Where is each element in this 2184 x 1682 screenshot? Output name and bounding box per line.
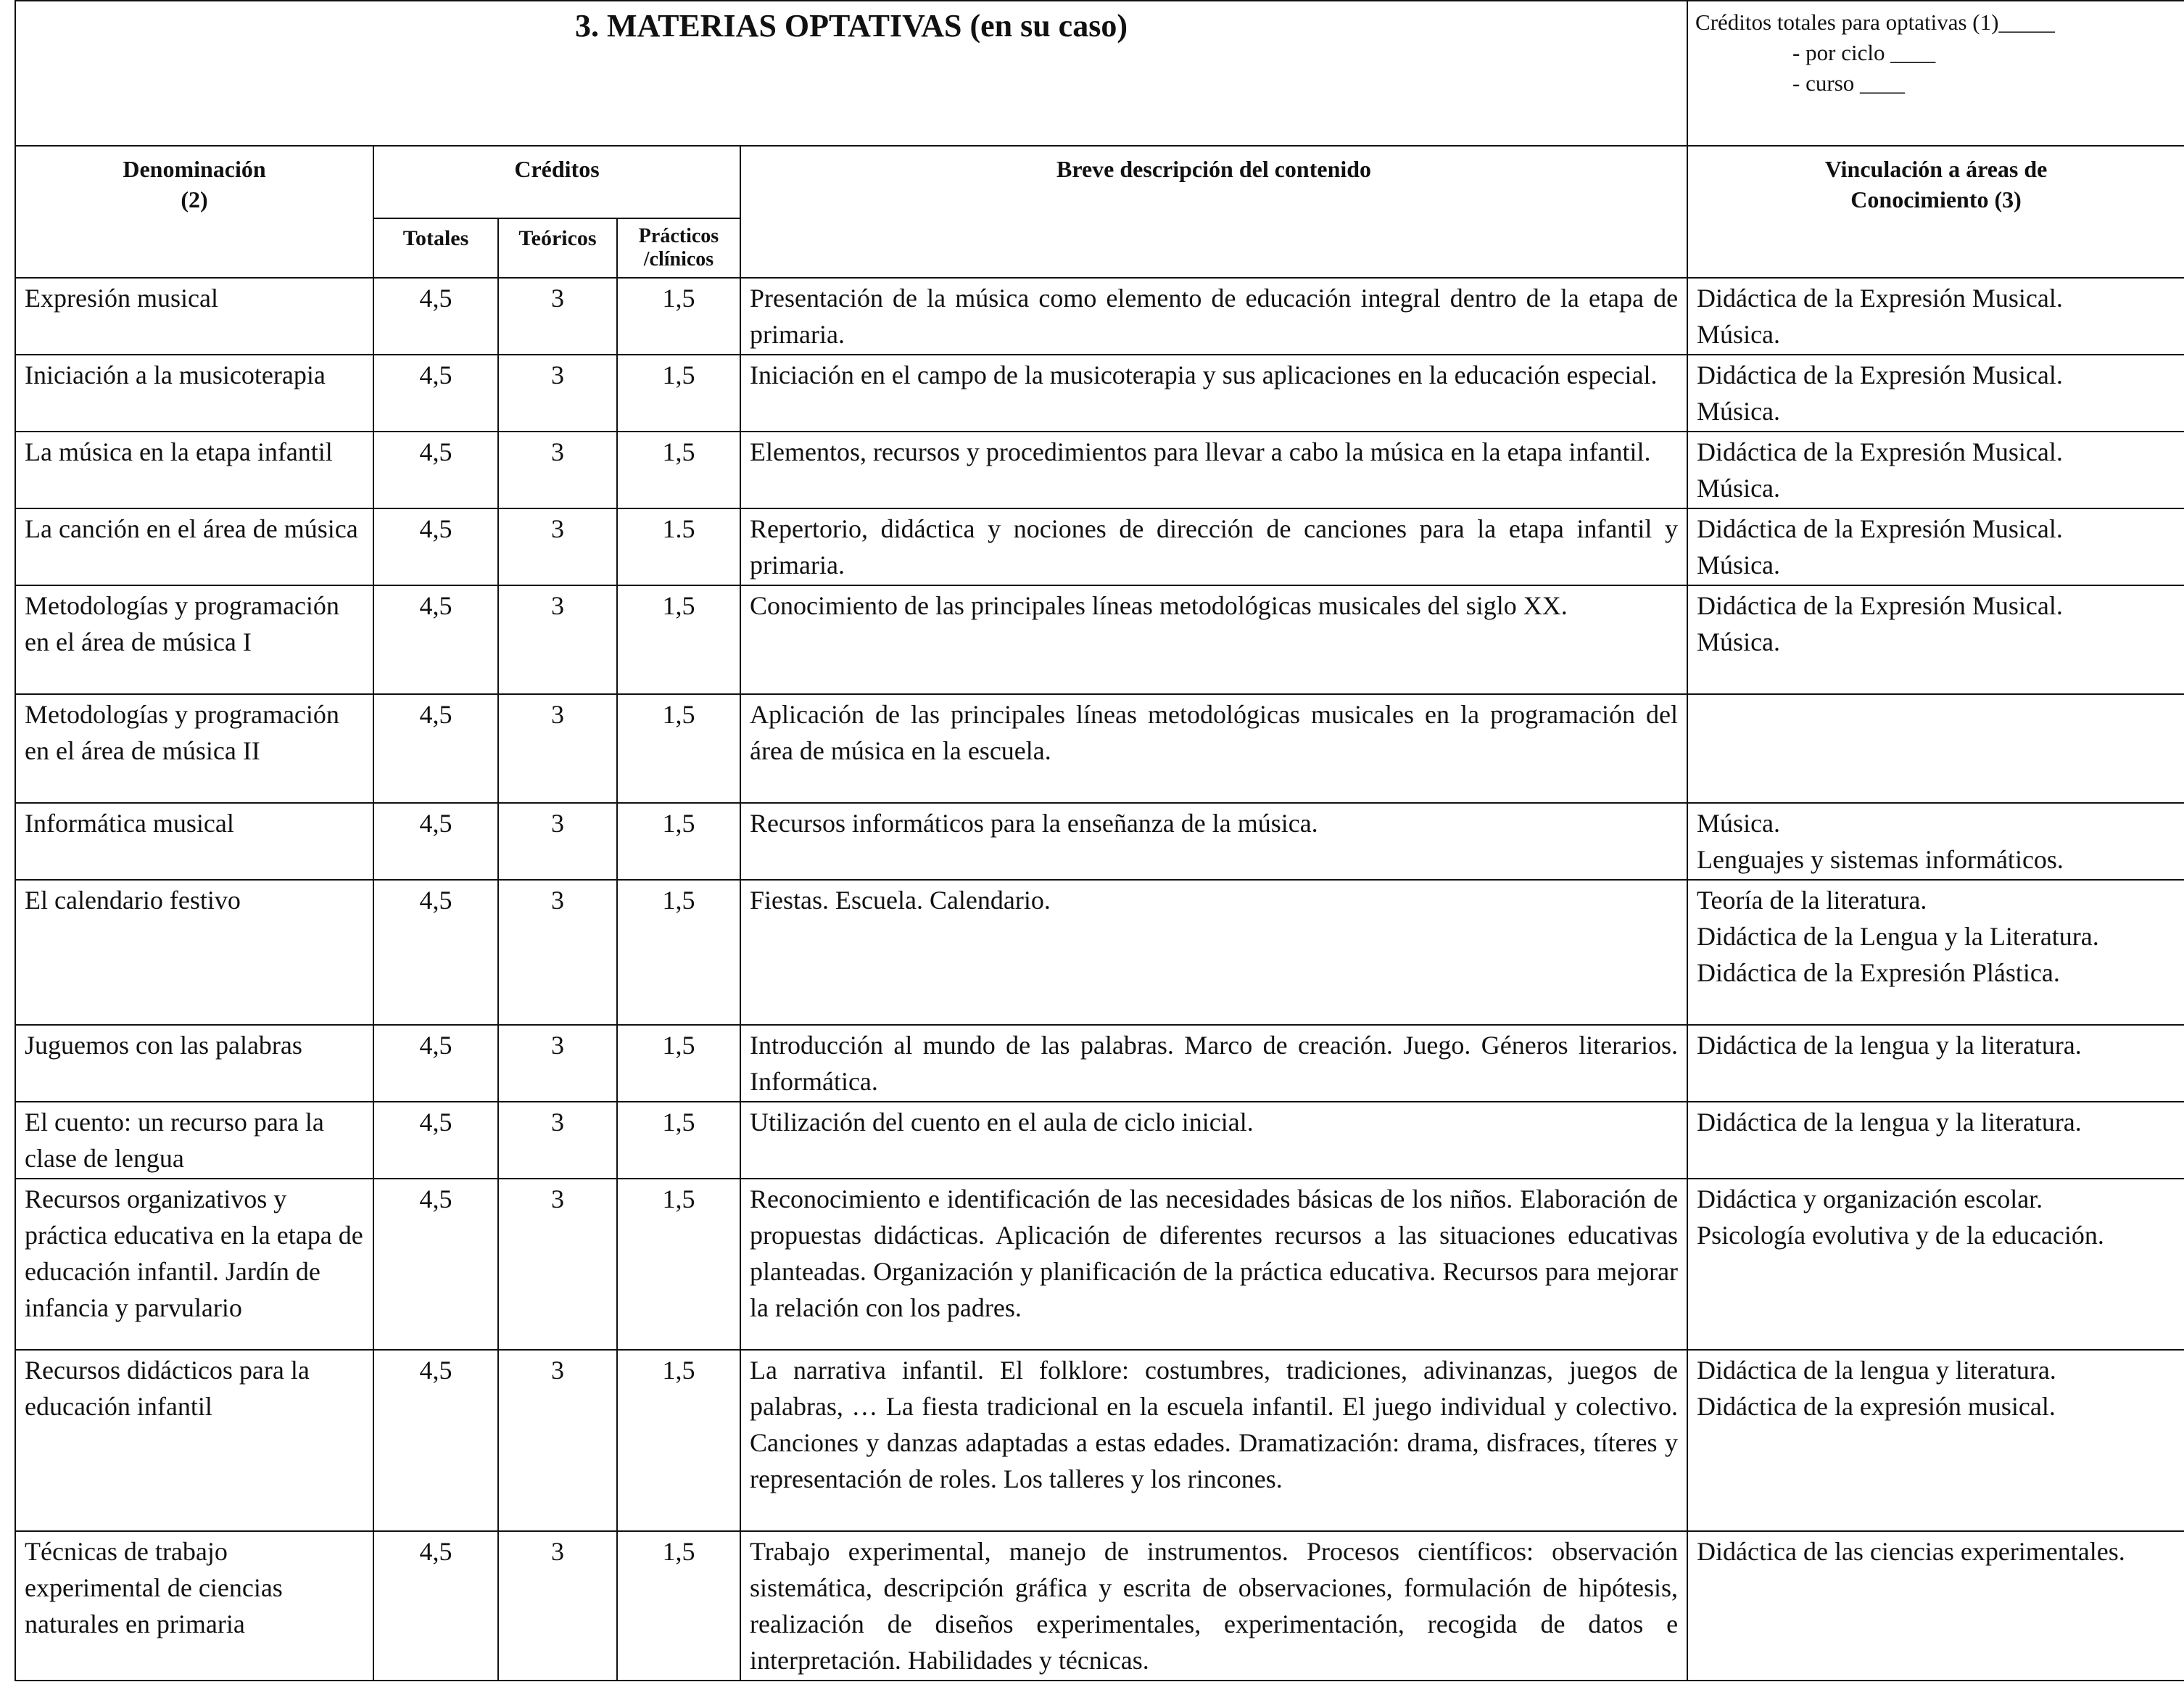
credits-practicos: 1,5	[617, 1179, 740, 1350]
table-row	[15, 585, 2184, 694]
subject-description: Conocimiento de las principales líneas metodológicas musicales del siglo XX.	[740, 585, 1687, 694]
credits-totales: 4,5	[373, 1179, 498, 1350]
knowledge-area: Didáctica de la Expresión Musical.	[1697, 591, 2063, 620]
subject-description: Presentación de la música como elemento de educación integral dentro de la etapa de primaria.	[740, 278, 1687, 355]
credits-practicos: 1,5	[617, 585, 740, 694]
credits-teoricos: 3	[498, 1350, 617, 1531]
table-row	[15, 278, 2184, 355]
header-denominacion-label: Denominación	[123, 156, 266, 182]
subject-name: Técnicas de trabajo experimental de ciencias naturales en primaria	[15, 1531, 373, 1681]
credits-practicos: 1,5	[617, 1102, 740, 1179]
table-row	[15, 1179, 2184, 1350]
credits-teoricos: 3	[498, 355, 617, 432]
knowledge-areas	[1687, 1350, 2184, 1531]
table-row	[15, 355, 2184, 432]
subject-name: El calendario festivo	[15, 880, 373, 1025]
table-row	[15, 1102, 2184, 1179]
knowledge-area: Didáctica de la expresión musical.	[1697, 1392, 2056, 1421]
credits-practicos: 1,5	[617, 1025, 740, 1102]
subject-name: Informática musical	[15, 803, 373, 880]
credits-teoricos: 3	[498, 1025, 617, 1102]
credits-totales: 4,5	[373, 508, 498, 585]
knowledge-area: Música.	[1697, 320, 1781, 349]
title-row	[15, 1, 2184, 146]
header-creditos: Créditos	[373, 146, 740, 218]
credits-practicos: 1.5	[617, 508, 740, 585]
subject-description: Aplicación de las principales líneas metodológicas musicales en la programación del área de música en la escuela.	[740, 694, 1687, 803]
knowledge-area: Didáctica de la Expresión Plástica.	[1697, 958, 2060, 987]
header-practicos-line1: Prácticos	[638, 225, 719, 247]
table-row	[15, 432, 2184, 508]
header-denominacion	[15, 146, 373, 278]
subject-description: Introducción al mundo de las palabras. Marco de creación. Juego. Géneros literarios. Informática.	[740, 1025, 1687, 1102]
credits-practicos: 1,5	[617, 1531, 740, 1681]
knowledge-areas	[1687, 432, 2184, 508]
credits-teoricos: 3	[498, 803, 617, 880]
credits-totales: 4,5	[373, 585, 498, 694]
credits-teoricos: 3	[498, 278, 617, 355]
credits-totales: 4,5	[373, 803, 498, 880]
credits-teoricos: 3	[498, 1531, 617, 1681]
knowledge-area: Didáctica de las ciencias experimentales.	[1697, 1537, 2125, 1566]
knowledge-areas	[1687, 880, 2184, 1025]
knowledge-areas	[1687, 508, 2184, 585]
subject-description: Elementos, recursos y procedimientos para llevar a cabo la música en la etapa infantil.	[740, 432, 1687, 508]
credits-practicos: 1,5	[617, 694, 740, 803]
subject-name: La canción en el área de música	[15, 508, 373, 585]
knowledge-area: Didáctica de la Expresión Musical.	[1697, 284, 2063, 313]
knowledge-areas	[1687, 278, 2184, 355]
header-practicos	[617, 218, 740, 278]
credits-teoricos: 3	[498, 1179, 617, 1350]
header-vinculacion-line2: Conocimiento (3)	[1850, 186, 2022, 213]
subject-description: Repertorio, didáctica y nociones de dirección de canciones para la etapa infantil y primaria.	[740, 508, 1687, 585]
credits-teoricos: 3	[498, 432, 617, 508]
knowledge-areas	[1687, 1102, 2184, 1179]
knowledge-area: Música.	[1697, 397, 1781, 426]
table-row	[15, 803, 2184, 880]
subject-name: Juguemos con las palabras	[15, 1025, 373, 1102]
table-row	[15, 1350, 2184, 1531]
knowledge-area: Didáctica de la lengua y literatura.	[1697, 1356, 2056, 1385]
subject-name: Metodologías y programación en el área de música II	[15, 694, 373, 803]
credits-totales: 4,5	[373, 1102, 498, 1179]
knowledge-area: Psicología evolutiva y de la educación.	[1697, 1221, 2104, 1250]
knowledge-area: Didáctica de la lengua y la literatura.	[1697, 1108, 2082, 1137]
subject-description: Recursos informáticos para la enseñanza de la música.	[740, 803, 1687, 880]
credits-ciclo-line: - por ciclo ____	[1792, 40, 1936, 65]
credits-practicos: 1,5	[617, 355, 740, 432]
credits-practicos: 1,5	[617, 278, 740, 355]
credits-teoricos: 3	[498, 585, 617, 694]
header-vinculacion	[1687, 146, 2184, 278]
credits-totales: 4,5	[373, 432, 498, 508]
knowledge-areas	[1687, 1025, 2184, 1102]
header-denominacion-note: (2)	[181, 186, 208, 213]
credits-totales: 4,5	[373, 1025, 498, 1102]
subject-description: Iniciación en el campo de la musicoterapia y sus aplicaciones en la educación especial.	[740, 355, 1687, 432]
knowledge-area: Didáctica de la Lengua y la Literatura.	[1697, 922, 2099, 951]
knowledge-area: Didáctica y organización escolar.	[1697, 1184, 2043, 1213]
knowledge-area: Música.	[1697, 474, 1781, 503]
table-row	[15, 880, 2184, 1025]
credits-totales: 4,5	[373, 694, 498, 803]
subject-description: Reconocimiento e identificación de las necesidades básicas de los niños. Elaboración de propuestas didácticas. Aplicación de diferentes recursos a las situaciones educativas planteadas. Organización y planificación de la práctica educativa. Recursos para mejorar la relación con los padres.	[740, 1179, 1687, 1350]
header-vinculacion-line1: Vinculación a áreas de	[1824, 156, 2048, 182]
knowledge-area: Teoría de la literatura.	[1697, 886, 1927, 915]
credits-totales: 4,5	[373, 278, 498, 355]
credits-practicos: 1,5	[617, 432, 740, 508]
credits-box	[1687, 1, 2184, 146]
subject-name: La música en la etapa infantil	[15, 432, 373, 508]
credits-teoricos: 3	[498, 694, 617, 803]
section-title: 3. MATERIAS OPTATIVAS (en su caso)	[15, 1, 1687, 146]
credits-totales: 4,5	[373, 355, 498, 432]
credits-teoricos: 3	[498, 508, 617, 585]
table-row	[15, 508, 2184, 585]
table-row	[15, 1531, 2184, 1681]
subject-name: El cuento: un recurso para la clase de lengua	[15, 1102, 373, 1179]
subject-description: La narrativa infantil. El folklore: costumbres, tradiciones, adivinanzas, juegos de palabras, … La fiesta tradicional en la escuela infantil. El juego individual y colectivo. Canciones y danzas adaptadas a estas edades. Dramatización: drama, disfraces, títeres y representación de roles. Los talleres y los rincones.	[740, 1350, 1687, 1531]
header-teoricos: Teóricos	[498, 218, 617, 278]
subject-description: Utilización del cuento en el aula de ciclo inicial.	[740, 1102, 1687, 1179]
subject-name: Expresión musical	[15, 278, 373, 355]
knowledge-area: Música.	[1697, 627, 1781, 656]
knowledge-areas	[1687, 1531, 2184, 1681]
knowledge-areas	[1687, 585, 2184, 694]
document-page	[15, 0, 2184, 1682]
credits-practicos: 1,5	[617, 1350, 740, 1531]
table-body	[15, 278, 2184, 1681]
knowledge-area: Música.	[1697, 551, 1781, 580]
knowledge-area: Música.	[1697, 809, 1781, 838]
subject-name: Recursos organizativos y práctica educativa en la etapa de educación infantil. Jardín de infancia y parvulario	[15, 1179, 373, 1350]
knowledge-areas	[1687, 694, 2184, 803]
subject-description: Trabajo experimental, manejo de instrumentos. Procesos científicos: observación sistemática, descripción gráfica y escrita de observaciones, formulación de hipótesis, realización de diseños experimentales, experimentación, recogida de datos e interpretación. Habilidades y técnicas.	[740, 1531, 1687, 1681]
subject-description: Fiestas. Escuela. Calendario.	[740, 880, 1687, 1025]
header-row-1	[15, 146, 2184, 218]
table-row	[15, 694, 2184, 803]
credits-teoricos: 3	[498, 880, 617, 1025]
credits-practicos: 1,5	[617, 880, 740, 1025]
subject-name: Recursos didácticos para la educación infantil	[15, 1350, 373, 1531]
credits-totales: 4,5	[373, 1531, 498, 1681]
credits-totales: 4,5	[373, 1350, 498, 1531]
knowledge-areas	[1687, 355, 2184, 432]
credits-total-line: Créditos totales para optativas (1)_____	[1695, 9, 2055, 35]
knowledge-area: Didáctica de la Expresión Musical.	[1697, 514, 2063, 543]
subject-name: Metodologías y programación en el área de música I	[15, 585, 373, 694]
subject-name: Iniciación a la musicoterapia	[15, 355, 373, 432]
knowledge-area: Didáctica de la lengua y la literatura.	[1697, 1031, 2082, 1060]
optativas-table	[15, 0, 2184, 1681]
table-row	[15, 1025, 2184, 1102]
credits-curso-line: - curso ____	[1792, 70, 1906, 96]
knowledge-areas	[1687, 1179, 2184, 1350]
knowledge-area: Didáctica de la Expresión Musical.	[1697, 437, 2063, 466]
header-descripcion: Breve descripción del contenido	[740, 146, 1687, 278]
credits-totales: 4,5	[373, 880, 498, 1025]
knowledge-areas	[1687, 803, 2184, 880]
credits-practicos: 1,5	[617, 803, 740, 880]
credits-teoricos: 3	[498, 1102, 617, 1179]
header-totales: Totales	[373, 218, 498, 278]
knowledge-area: Lenguajes y sistemas informáticos.	[1697, 845, 2064, 874]
header-practicos-line2: /clínicos	[643, 248, 714, 271]
knowledge-area: Didáctica de la Expresión Musical.	[1697, 360, 2063, 389]
